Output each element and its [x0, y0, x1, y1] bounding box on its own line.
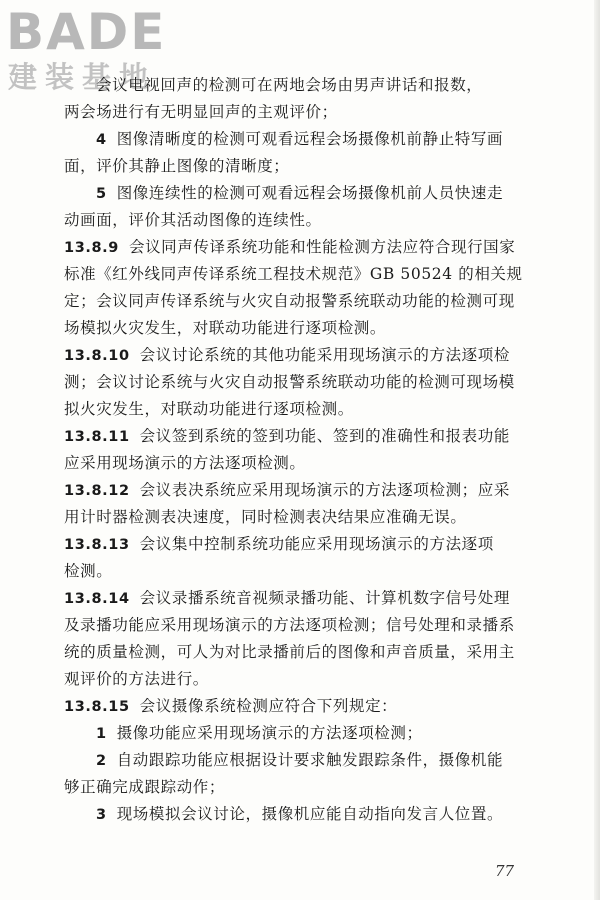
- clause-number: 13.8.12: [64, 483, 130, 499]
- clause-line: 测；会议讨论系统与火灾自动报警系统联动功能的检测可现场模: [64, 373, 515, 391]
- list-item-1: [64, 720, 534, 747]
- clause-13-8-15: [64, 693, 534, 720]
- clause-line: 用计时器检测表决速度，同时检测表决结果应准确无误。: [64, 508, 467, 526]
- body-text: [64, 72, 534, 828]
- item-number: 2: [96, 753, 107, 769]
- item-text: 图像连续性的检测可观看远程会场摄像机前人员快速走: [116, 184, 504, 202]
- item-text: 摄像功能应采用现场演示的方法逐项检测；: [116, 724, 423, 742]
- list-item-2-cont: 够正确完成跟踪动作；: [64, 778, 226, 796]
- item-text: 图像清晰度的检测可观看远程会场摄像机前静止特写画: [116, 130, 504, 148]
- clause-number: 13.8.11: [64, 429, 130, 445]
- clause-number: 13.8.13: [64, 537, 130, 553]
- clause-13-8-13: [64, 531, 534, 558]
- logo-wordmark: BADE: [6, 3, 167, 61]
- clause-line: 定；会议同声传译系统与火灾自动报警系统联动功能的检测可现: [64, 292, 515, 310]
- list-item-3: [64, 801, 534, 828]
- clause-line: 检测。: [64, 562, 113, 580]
- item-number: 5: [96, 186, 107, 202]
- list-item-4-cont: 面，评价其静止图像的清晰度；: [64, 157, 290, 175]
- clause-number: 13.8.10: [64, 348, 130, 364]
- list-item-4: [64, 126, 534, 153]
- clause-13-8-10: [64, 342, 534, 369]
- clause-text: 会议签到系统的签到功能、签到的准确性和报表功能: [139, 427, 510, 445]
- clause-line: 观评价的方法进行。: [64, 670, 209, 688]
- item-number: 4: [96, 132, 107, 148]
- clause-text: 会议录播系统音视频录播功能、计算机数字信号处理: [139, 589, 510, 607]
- clause-line: 及录播功能应采用现场演示的方法逐项检测；信号处理和录播系: [64, 616, 515, 634]
- item-text: 现场模拟会议讨论，摄像机应能自动指向发言人位置。: [116, 805, 504, 823]
- clause-13-8-12: [64, 477, 534, 504]
- clause-line: 应采用现场演示的方法逐项检测。: [64, 454, 306, 472]
- clause-13-8-11: [64, 423, 534, 450]
- logo-subtitle: 建装基地: [8, 60, 157, 94]
- list-item-5: [64, 180, 534, 207]
- clause-text: 会议摄像系统检测应符合下列规定：: [139, 697, 398, 715]
- clause-line: 场模拟火灾发生，对联动功能进行逐项检测。: [64, 319, 387, 337]
- page-number: 77: [495, 862, 515, 880]
- list-item-5-cont: 动画面，评价其活动图像的连续性。: [64, 211, 322, 229]
- clause-number: 13.8.14: [64, 591, 130, 607]
- list-item-2: [64, 747, 534, 774]
- item-continued-line: 两会场进行有无明显回声的主观评价；: [64, 103, 338, 121]
- page-edge-shadow: [594, 0, 600, 900]
- clause-text: 会议集中控制系统功能应采用现场演示的方法逐项: [139, 535, 494, 553]
- clause-13-8-9: [64, 234, 534, 261]
- item-number: 1: [96, 726, 107, 742]
- clause-text: 会议表决系统应采用现场演示的方法逐项检测；应采: [139, 481, 510, 499]
- clause-text: 会议同声传译系统功能和性能检测方法应符合现行国家: [128, 238, 516, 256]
- clause-line: 统的质量检测，可人为对比录播前后的图像和声音质量，采用主: [64, 643, 515, 661]
- clause-number: 13.8.9: [64, 240, 119, 256]
- clause-13-8-14: [64, 585, 534, 612]
- clause-text: 会议讨论系统的其他功能采用现场演示的方法逐项检: [139, 346, 510, 364]
- item-text: 自动跟踪功能应根据设计要求触发跟踪条件，摄像机能: [116, 751, 504, 769]
- item-number: 3: [96, 807, 107, 823]
- clause-line: 标准《红外线同声传译系统工程技术规范》GB 50524 的相关规: [64, 265, 523, 283]
- clause-number: 13.8.15: [64, 699, 130, 715]
- item-continued-line: 会议电视回声的检测可在两地会场由男声讲话和报数，: [96, 76, 483, 94]
- clause-line: 拟火灾发生，对联动功能进行逐项检测。: [64, 400, 354, 418]
